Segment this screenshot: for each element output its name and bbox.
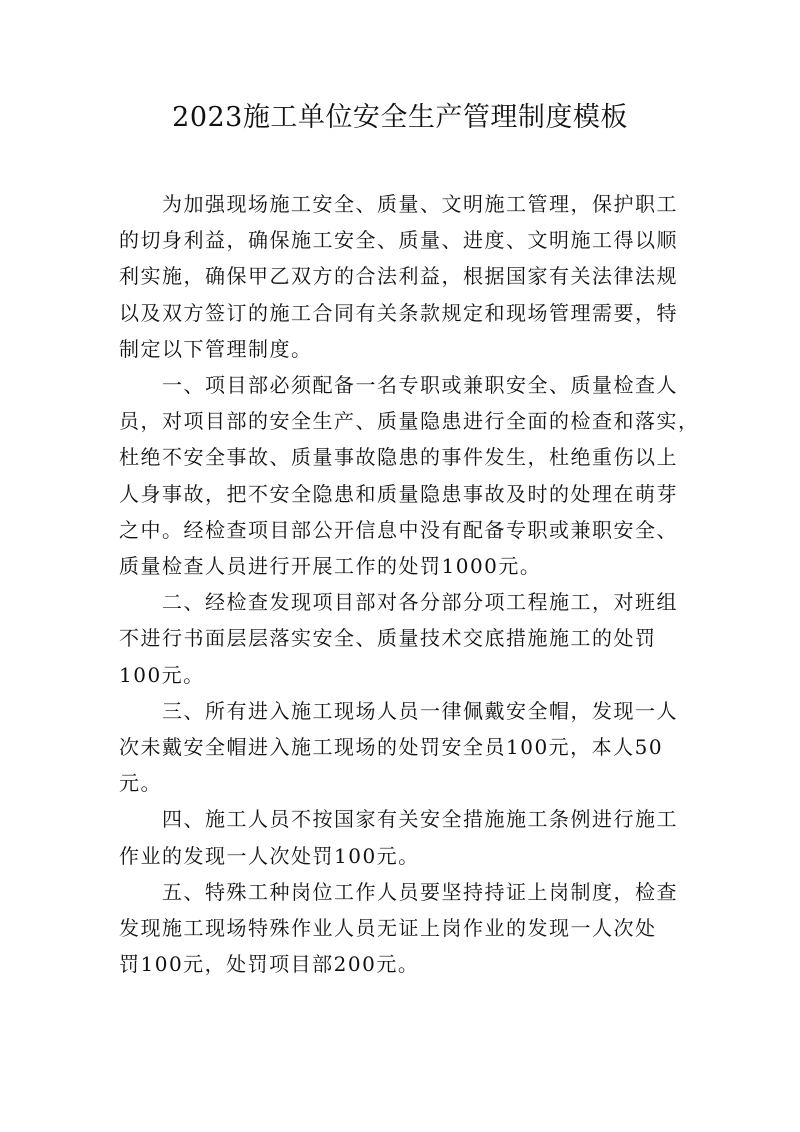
text-line: 次未戴安全帽进入施工现场的处罚安全员100元，本人50 (119, 735, 664, 760)
text-line: 杜绝不安全事故、质量事故隐患的事件发生，杜绝重伤以上 (119, 445, 678, 470)
text-line: 利实施，确保甲乙双方的合法利益，根据国家有关法律法规 (119, 264, 678, 289)
text-line: 100元。 (119, 662, 205, 687)
text-line: 一、项目部必须配备一名专职或兼职安全、质量检查人 (119, 373, 678, 398)
paragraph-rule-3 (119, 693, 689, 802)
paragraph-rule-5 (119, 874, 689, 983)
paragraph-rule-4 (119, 801, 689, 873)
document-body (119, 186, 700, 982)
text-line: 以及双方签订的施工合同有关条款规定和现场管理需要，特 (119, 300, 678, 325)
text-line: 四、施工人员不按国家有关安全措施施工条例进行施工 (119, 807, 678, 832)
text-line: 人身事故，把不安全隐患和质量隐患事故及时的处理在萌芽 (119, 481, 678, 506)
paragraph-intro (119, 186, 689, 367)
text-line: 质量检查人员进行开展工作的处罚1000元。 (119, 554, 542, 579)
text-line: 之中。经检查项目部公开信息中没有配备专职或兼职安全、 (119, 517, 678, 542)
paragraph-rule-2 (119, 584, 689, 693)
text-line: 三、所有进入施工现场人员一律佩戴安全帽，发现一人 (119, 698, 678, 723)
text-line: 的切身利益，确保施工安全、质量、进度、文明施工得以顺 (119, 228, 678, 253)
text-line: 五、特殊工种岗位工作人员要坚持持证上岗制度，检查 (119, 879, 678, 904)
document-title: 2023施工单位安全生产管理制度模板 (172, 102, 628, 133)
text-line: 作业的发现一人次处罚100元。 (119, 843, 420, 868)
text-line: 二、经检查发现项目部对各分部分项工程施工，对班组 (119, 590, 678, 615)
text-line: 罚100元，处罚项目部200元。 (119, 952, 420, 977)
text-line: 不进行书面层层落实安全、质量技术交底措施施工的处罚 (119, 626, 657, 651)
text-line: 制定以下管理制度。 (119, 336, 313, 361)
text-line: 发现施工现场特殊作业人员无证上岗作业的发现一人次处 (119, 916, 657, 941)
text-line: 元。 (119, 771, 162, 796)
text-line: 员，对项目部的安全生产、质量隐患进行全面的检查和落实， (119, 409, 700, 434)
paragraph-rule-1 (119, 367, 700, 584)
text-line: 为加强现场施工安全、质量、文明施工管理，保护职工 (119, 192, 678, 216)
